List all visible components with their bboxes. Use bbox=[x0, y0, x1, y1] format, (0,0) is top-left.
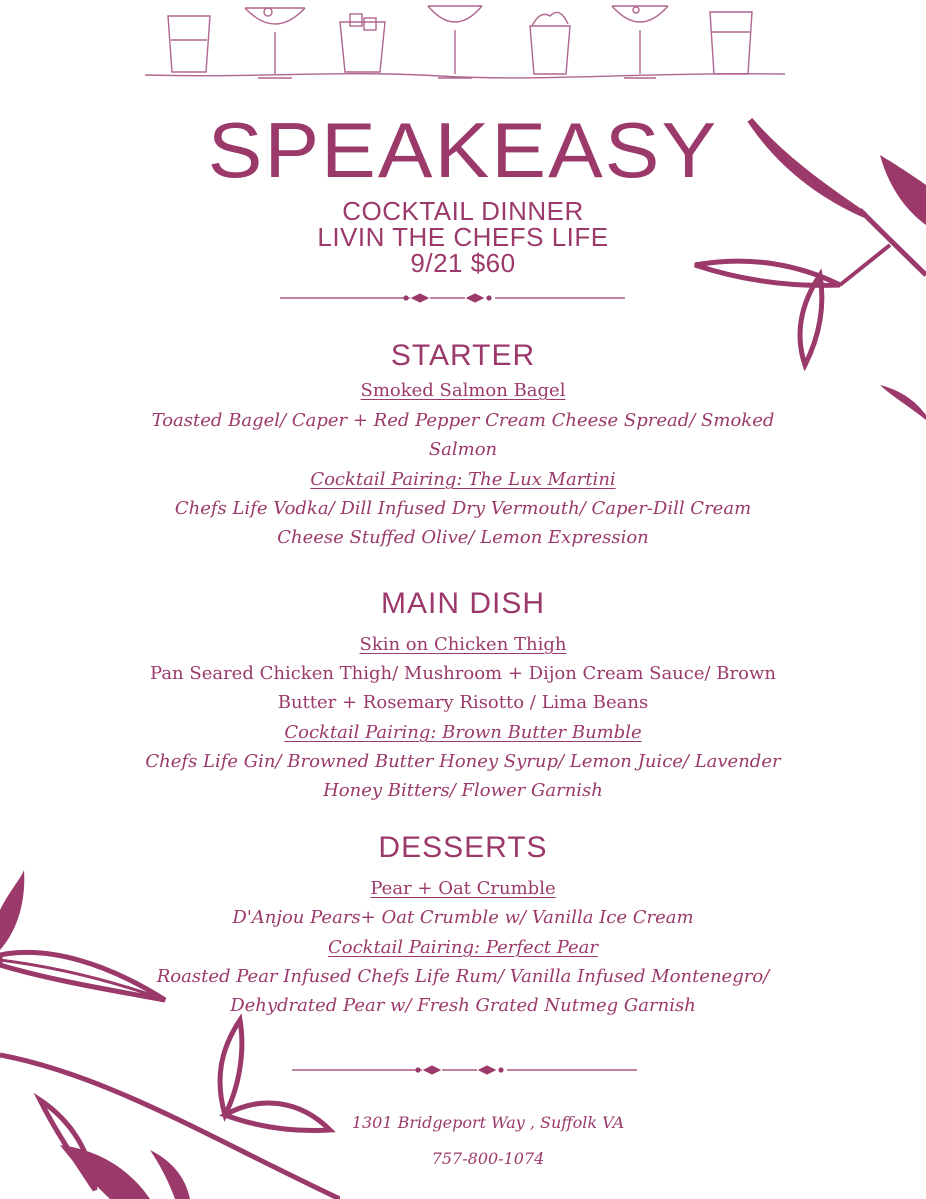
dessert-dish-name: Pear + Oat Crumble bbox=[370, 878, 556, 899]
cocktail-glasses-illustration bbox=[140, 0, 790, 90]
footer-address: 1301 Bridgeport Way , Suffolk VA bbox=[351, 1113, 625, 1132]
starter-pairing-desc-2: Cheese Stuffed Olive/ Lemon Expression bbox=[277, 527, 649, 548]
starter-pairing: Cocktail Pairing: The Lux Martini bbox=[310, 469, 616, 490]
section-heading-desserts: DESSERTS bbox=[378, 831, 548, 864]
ornamental-divider-bottom bbox=[292, 1062, 637, 1078]
dessert-pairing-desc-2: Dehydrated Pear w/ Fresh Grated Nutmeg Garnish bbox=[230, 995, 696, 1016]
main-dish-name: Skin on Chicken Thigh bbox=[359, 634, 567, 655]
ornamental-divider-top bbox=[280, 290, 625, 306]
section-heading-main: MAIN DISH bbox=[380, 587, 545, 620]
starter-dish-desc-1: Toasted Bagel/ Caper + Red Pepper Cream Cheese Spread/ Smoked bbox=[151, 410, 775, 431]
starter-pairing-desc-1: Chefs Life Vodka/ Dill Infused Dry Vermouth/ Caper-Dill Cream bbox=[174, 498, 752, 519]
subtitle-host: LIVIN THE CHEFS LIFE bbox=[317, 222, 609, 252]
menu-title: SPEAKEASY bbox=[207, 106, 719, 194]
main-pairing-desc-2: Honey Bitters/ Flower Garnish bbox=[323, 780, 603, 801]
dessert-pairing: Cocktail Pairing: Perfect Pear bbox=[327, 937, 599, 958]
dessert-dish-desc-1: D'Anjou Pears+ Oat Crumble w/ Vanilla Ice Cream bbox=[232, 907, 694, 928]
main-pairing-desc-1: Chefs Life Gin/ Browned Butter Honey Syrup/ Lemon Juice/ Lavender bbox=[145, 751, 781, 772]
main-dish-desc-1: Pan Seared Chicken Thigh/ Mushroom + Dijon Cream Sauce/ Brown bbox=[150, 663, 776, 684]
main-dish-desc-2: Butter + Rosemary Risotto / Lima Beans bbox=[277, 692, 649, 713]
section-heading-starter: STARTER bbox=[390, 339, 536, 372]
subtitle-date-price: 9/21 $60 bbox=[410, 248, 516, 278]
main-pairing: Cocktail Pairing: Brown Butter Bumble bbox=[284, 722, 642, 743]
subtitle-event: COCKTAIL DINNER bbox=[342, 196, 584, 226]
footer-phone: 757-800-1074 bbox=[431, 1149, 545, 1168]
starter-dish-desc-2: Salmon bbox=[428, 439, 498, 460]
starter-dish-name: Smoked Salmon Bagel bbox=[360, 380, 566, 401]
dessert-pairing-desc-1: Roasted Pear Infused Chefs Life Rum/ Vanilla Infused Montenegro/ bbox=[156, 966, 770, 987]
